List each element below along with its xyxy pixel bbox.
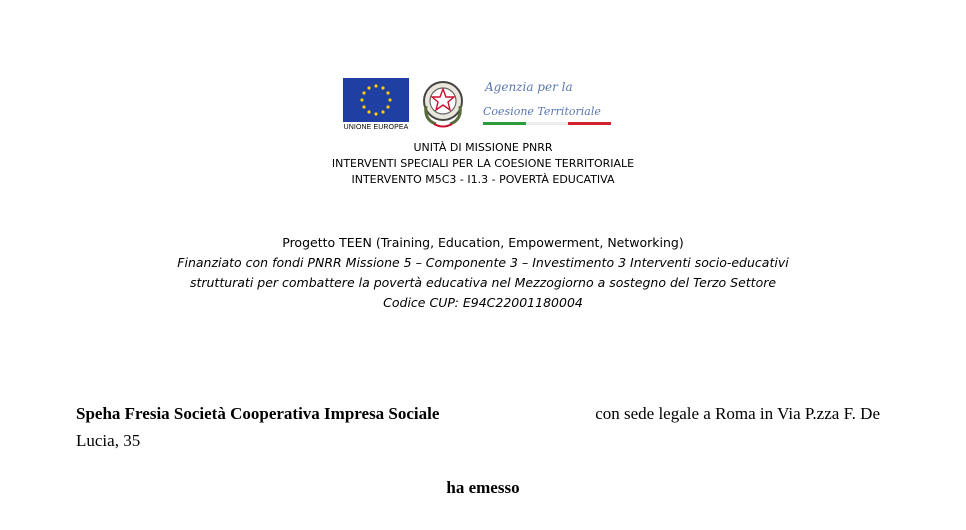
tricolore-bar (483, 122, 611, 125)
italian-republic-emblem-icon (420, 76, 466, 130)
issuer-paragraph (76, 400, 880, 454)
mission-unit-line2: INTERVENTI SPECIALI PER LA COESIONE TERRITORIALE (331, 157, 635, 170)
agency-name-line1: Agenzia per la (485, 80, 573, 94)
project-title: Progetto TEEN (Training, Education, Empowerment, Networking) (282, 235, 684, 250)
address-line2: Lucia, 35 (76, 431, 141, 450)
agency-logo (483, 80, 623, 128)
project-funding-line1: Finanziato con fondi PNRR Missione 5 – Componente 3 – Investimento 3 Interventi socio-educativi (177, 255, 789, 270)
organization-name: Speha Fresia Società Cooperativa Impresa Sociale (76, 404, 440, 423)
project-funding-line2: strutturati per combattere la povertà educativa nel Mezzogiorno a sostegno del Terzo Settore (189, 275, 777, 290)
project-block (0, 233, 966, 313)
mission-unit-line1: UNITÀ DI MISSIONE PNRR (413, 141, 553, 154)
section-heading: ha emesso (446, 478, 520, 497)
header-logos (343, 76, 623, 138)
address-line1: con sede legale a Roma in Via P.zza F. De (595, 404, 880, 423)
agency-name-line2: Coesione Territoriale (483, 105, 601, 118)
mission-unit-line3: INTERVENTO M5C3 - I1.3 - POVERTÀ EDUCATIVA (351, 173, 615, 186)
project-cup-code: Codice CUP: E94C22001180004 (383, 295, 583, 310)
eu-logo (343, 78, 409, 132)
eu-flag-icon (343, 78, 409, 122)
mission-unit-block (0, 140, 966, 188)
eu-label: UNIONE EUROPEA (343, 124, 409, 131)
